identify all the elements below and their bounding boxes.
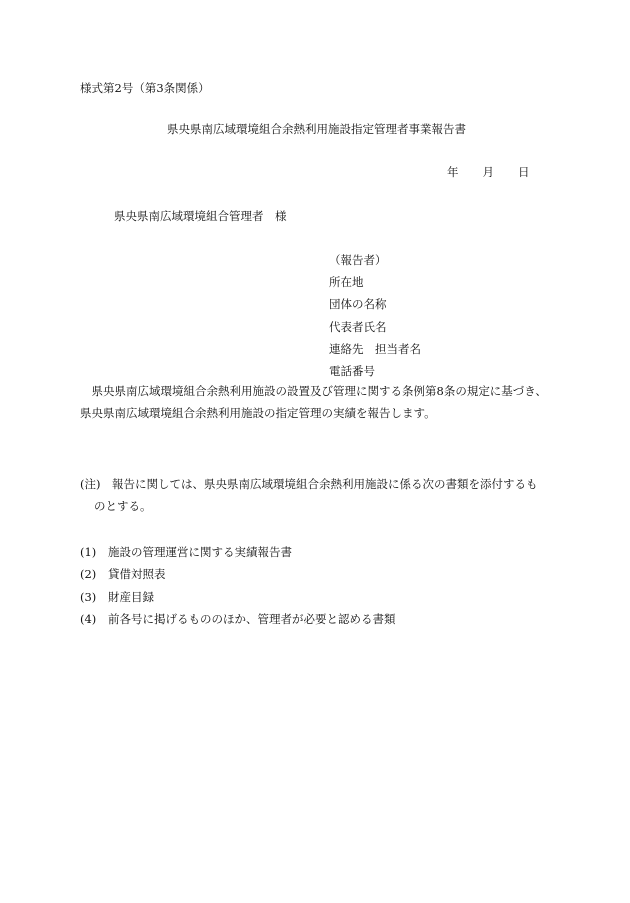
reporter-address: 所在地 <box>329 275 364 290</box>
list-item-number: (3) <box>80 589 97 604</box>
date-day: 日 <box>518 165 530 179</box>
recipient: 県央県南広域環境組合管理者 様 <box>114 209 287 223</box>
form-number: 様式第2号（第3条関係） <box>80 81 210 95</box>
body-line-2: 県央県南広域環境組合余熱利用施設の指定管理の実績を報告します。 <box>80 406 436 420</box>
reporter-organization: 団体の名称 <box>329 297 387 312</box>
note-line-1: (注) 報告に関しては、県央県南広域環境組合余熱利用施設に係る次の書類を添付するも <box>80 477 538 491</box>
reporter-phone: 電話番号 <box>329 363 375 378</box>
reporter-block <box>329 252 421 385</box>
list-item-text: 財産目録 <box>108 589 154 604</box>
list-item-number: (4) <box>80 611 97 626</box>
list-item-number: (2) <box>80 567 97 582</box>
date-year: 年 <box>447 165 459 179</box>
document-title: 県央県南広域環境組合余熱利用施設指定管理者事業報告書 <box>167 122 466 136</box>
body-line-1: 県央県南広域環境組合余熱利用施設の設置及び管理に関する条例第8条の規定に基づき、 <box>80 384 547 398</box>
list-item-text: 前各号に掲げるもののほか、管理者が必要と認める書類 <box>108 611 396 626</box>
date-line <box>447 164 530 180</box>
list-item-text: 施設の管理運営に関する実績報告書 <box>108 545 292 559</box>
reporter-heading: （報告者） <box>329 253 387 267</box>
body-paragraph <box>80 383 547 427</box>
list-item-number: (1) <box>80 545 97 559</box>
reporter-contact: 連絡先 担当者名 <box>329 341 421 356</box>
attachment-list <box>80 544 396 633</box>
date-month: 月 <box>482 165 494 179</box>
list-item <box>80 544 396 566</box>
list-item <box>80 611 396 633</box>
note-line-2: のとする。 <box>94 499 152 513</box>
list-item <box>80 566 396 588</box>
note-paragraph <box>80 476 537 520</box>
list-item-text: 貸借対照表 <box>108 567 166 582</box>
list-item <box>80 589 396 611</box>
reporter-representative: 代表者氏名 <box>329 319 387 334</box>
